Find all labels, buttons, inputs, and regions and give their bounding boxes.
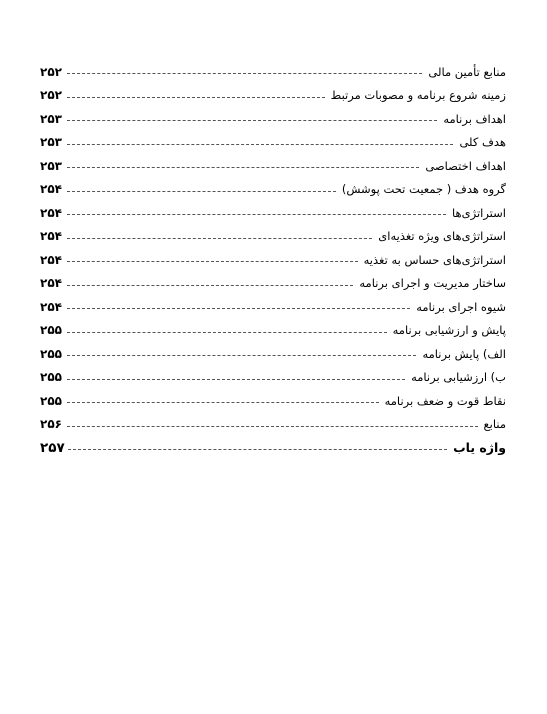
toc-dot-leader xyxy=(67,285,353,286)
toc-entry-page: ۲۵۴ xyxy=(40,182,62,197)
toc-entry-page: ۲۵۳ xyxy=(40,135,62,150)
toc-entry-page: ۲۵۴ xyxy=(40,205,62,220)
toc-dot-leader xyxy=(67,167,419,168)
toc-entry[interactable] xyxy=(40,389,506,413)
toc-entry-page: ۲۵۴ xyxy=(40,229,62,244)
toc-dot-leader xyxy=(67,426,478,427)
toc-entry-page: ۲۵۵ xyxy=(40,346,62,361)
toc-entry-title: ساختار مدیریت و اجرای برنامه xyxy=(359,276,506,291)
toc-entry-title: اهداف اختصاصی xyxy=(425,158,506,173)
toc-entry-title: اهداف برنامه xyxy=(443,111,506,126)
toc-entry-title: استراتژی‌های ویژه تغذیه‌ای xyxy=(378,229,506,244)
toc-entry[interactable] xyxy=(40,84,506,108)
toc-dot-leader xyxy=(67,144,453,145)
toc-entry-page: ۲۵۳ xyxy=(40,111,62,126)
toc-entry-title: ب) ارزشیابی برنامه xyxy=(411,370,506,385)
toc-entry-title: واژه یاب xyxy=(453,440,506,456)
toc-entry[interactable] xyxy=(40,248,506,272)
toc-entry-title: منابع xyxy=(483,417,506,432)
toc-entry-title: الف) پایش برنامه xyxy=(422,346,506,361)
toc-dot-leader xyxy=(67,379,405,380)
toc-entry-page: ۲۵۲ xyxy=(40,88,62,103)
toc-dot-leader xyxy=(67,308,410,309)
toc-entry-page: ۲۵۵ xyxy=(40,393,62,408)
toc-entry-title: منابع تأمین مالی xyxy=(428,64,506,79)
toc-entry[interactable] xyxy=(40,366,506,390)
toc-entry-page: ۲۵۴ xyxy=(40,299,62,314)
toc-entry-page: ۲۵۴ xyxy=(40,252,62,267)
toc-dot-leader xyxy=(67,355,416,356)
toc-entry-title: گروه هدف ( جمعیت تحت پوشش) xyxy=(341,182,506,197)
toc-entry[interactable] xyxy=(40,342,506,366)
toc-dot-leader xyxy=(67,332,387,333)
toc-entry[interactable] xyxy=(40,201,506,225)
toc-entry-page: ۲۵۷ xyxy=(40,439,65,456)
toc-entry-index[interactable] xyxy=(40,436,506,460)
toc-dot-leader xyxy=(67,402,379,403)
toc-entry[interactable] xyxy=(40,272,506,296)
toc-dot-leader xyxy=(67,214,446,215)
toc-entry-title: استراتژی‌ها xyxy=(452,205,506,220)
toc-entry[interactable] xyxy=(40,60,506,84)
toc-dot-leader xyxy=(67,191,336,192)
toc-entry[interactable] xyxy=(40,319,506,343)
toc-entry[interactable] xyxy=(40,131,506,155)
toc-entry[interactable] xyxy=(40,107,506,131)
toc-entry-title: هدف کلی xyxy=(459,135,506,150)
toc-entry-page: ۲۵۵ xyxy=(40,370,62,385)
toc-entry-title: استراتژی‌های حساس به تغذیه xyxy=(363,252,506,267)
toc-entry[interactable] xyxy=(40,154,506,178)
toc-entry-page: ۲۵۵ xyxy=(40,323,62,338)
toc-entry[interactable] xyxy=(40,225,506,249)
toc-entry-page: ۲۵۳ xyxy=(40,158,62,173)
toc-dot-leader xyxy=(67,261,358,262)
toc-entry-title: شیوه اجرای برنامه xyxy=(416,299,506,314)
toc-dot-leader xyxy=(67,73,422,74)
table-of-contents xyxy=(40,60,506,460)
toc-entry[interactable] xyxy=(40,295,506,319)
toc-dot-leader xyxy=(67,238,372,239)
toc-entry-title: پایش و ارزشیابی برنامه xyxy=(392,323,506,338)
toc-entry-title: نقاط قوت و ضعف برنامه xyxy=(384,393,506,408)
toc-dot-leader xyxy=(67,120,437,121)
toc-entry[interactable] xyxy=(40,178,506,202)
toc-entry-page: ۲۵۲ xyxy=(40,64,62,79)
toc-entry[interactable] xyxy=(40,413,506,437)
toc-entry-page: ۲۵۶ xyxy=(40,417,62,432)
toc-dot-leader xyxy=(67,97,325,98)
toc-dot-leader xyxy=(68,449,447,450)
toc-entry-title: زمینه شروع برنامه و مصوبات مرتبط xyxy=(330,88,506,103)
toc-entry-page: ۲۵۴ xyxy=(40,276,62,291)
